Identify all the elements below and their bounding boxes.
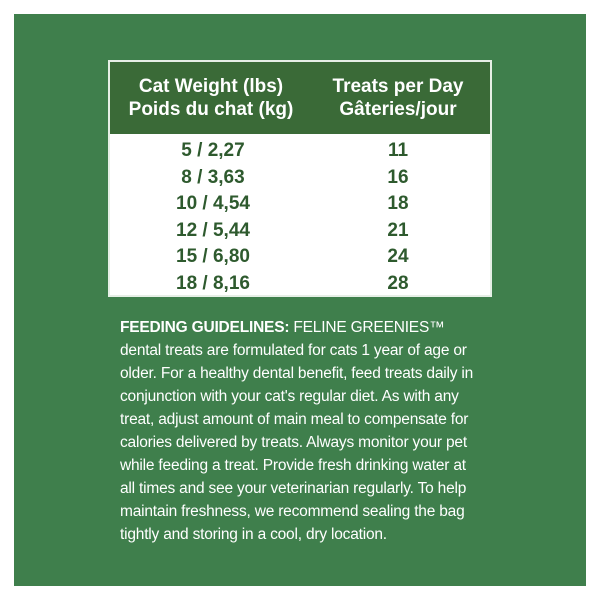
header-treats bbox=[306, 75, 490, 121]
feeding-guidelines bbox=[120, 316, 482, 546]
weight-cell: 8 / 3,63 bbox=[181, 166, 245, 188]
table-row bbox=[110, 191, 490, 218]
table-row bbox=[110, 218, 490, 245]
header-weight-fr: Poids du chat (kg) bbox=[128, 99, 294, 120]
weight-cell: 10 / 4,54 bbox=[176, 193, 250, 215]
guidelines-body: FELINE GREENIES™ dental treats are formulated for cats 1 year of age or older. For a healthy dental benefit, feed treats daily in conjunction with your cat's regular diet. As with any treat, adjust amount of main meal to compensate for calories delivered by treats. Always monitor your pet while feeding a treat. Provide fresh drinking water at all times and see your veterinarian regularly. To help maintain freshness, we recommend sealing the bag tightly and storing in a cool, dry location. bbox=[120, 319, 474, 543]
table-header bbox=[110, 62, 490, 134]
feeding-table bbox=[110, 62, 490, 295]
table-row bbox=[110, 244, 490, 271]
treats-cell: 28 bbox=[387, 272, 409, 294]
table-row bbox=[110, 271, 490, 298]
header-treats-fr: Gâteries/jour bbox=[339, 99, 457, 120]
weight-cell: 18 / 8,16 bbox=[176, 272, 250, 294]
treats-cell: 16 bbox=[387, 166, 409, 188]
header-treats-en: Treats per Day bbox=[332, 76, 464, 97]
treats-cell: 24 bbox=[387, 246, 409, 268]
header-weight-en: Cat Weight (lbs) bbox=[138, 76, 284, 97]
treats-cell: 18 bbox=[387, 193, 409, 215]
header-weight bbox=[110, 75, 306, 121]
treats-cell: 11 bbox=[387, 140, 409, 162]
table-body bbox=[110, 134, 490, 297]
weight-cell: 5 / 2,27 bbox=[181, 140, 245, 162]
green-panel bbox=[14, 14, 586, 586]
guidelines-heading: FEEDING GUIDELINES: bbox=[120, 319, 290, 336]
table-row bbox=[110, 138, 490, 165]
weight-cell: 12 / 5,44 bbox=[176, 219, 250, 241]
table-row bbox=[110, 165, 490, 192]
weight-cell: 15 / 6,80 bbox=[176, 246, 250, 268]
treats-cell: 21 bbox=[387, 219, 409, 241]
